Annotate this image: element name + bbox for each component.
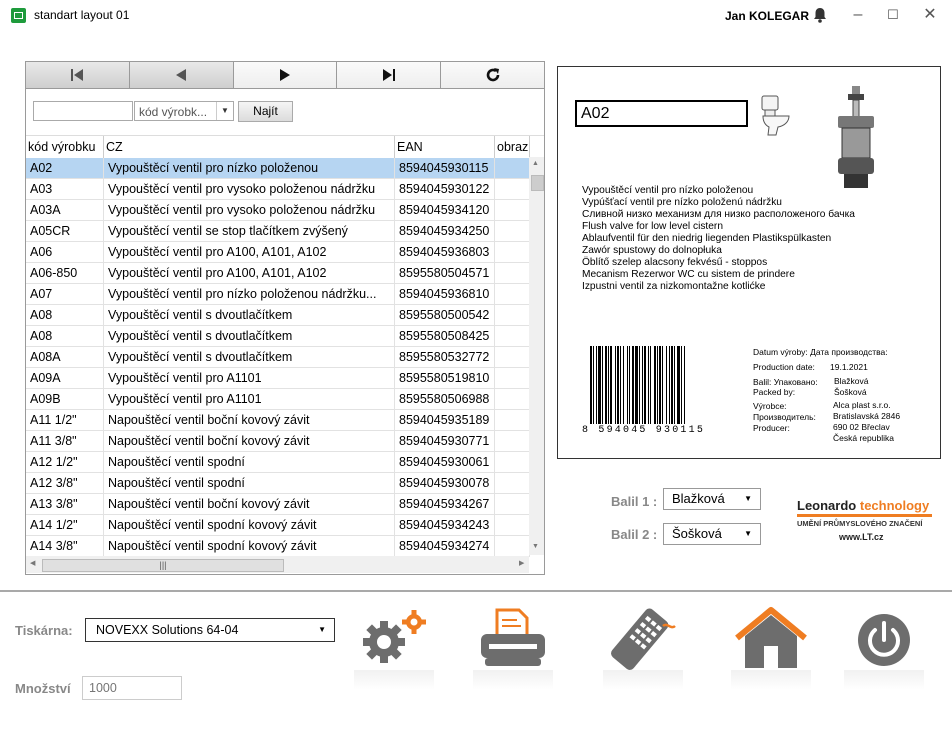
cell-image (495, 515, 530, 535)
cell-ean: 8594045936803 (395, 242, 495, 262)
table-row[interactable] (26, 431, 530, 452)
cell-cz: Vypouštěcí ventil pro A100, A101, A102 (104, 242, 395, 262)
cell-ean: 8594045934250 (395, 221, 495, 241)
cell-ean: 8595580506988 (395, 389, 495, 409)
cell-ean: 8595580504571 (395, 263, 495, 283)
balil2-label: Balil 2 : (611, 527, 658, 542)
label-product-code: A02 (575, 100, 748, 127)
quantity-input[interactable] (82, 676, 182, 700)
cell-code: A12 1/2" (26, 452, 104, 472)
logo-word-1: Leonardo (797, 498, 857, 513)
cell-image (495, 452, 530, 472)
vertical-scrollbar[interactable] (529, 157, 544, 555)
window-title: standart layout 01 (34, 8, 130, 22)
table-row[interactable] (26, 242, 530, 263)
quantity-label: Množství (15, 681, 71, 696)
cell-image (495, 284, 530, 304)
cell-image (495, 179, 530, 199)
minimize-button[interactable]: – (853, 6, 863, 23)
column-header-code[interactable]: kód výrobku (26, 136, 104, 158)
barcode-bar (669, 346, 670, 424)
cell-ean: 8594045930078 (395, 473, 495, 493)
cell-cz: Napouštěcí ventil boční kovový závit (104, 431, 395, 451)
label-description: Ablaufventil für den niedrig liegenden Plastikspülkasten (582, 233, 832, 244)
production-date-label: Production date: (753, 362, 815, 372)
cell-code: A09B (26, 389, 104, 409)
cell-cz: Vypouštěcí ventil s dvoutlačítkem (104, 326, 395, 346)
barcode-bar (684, 346, 685, 424)
chevron-down-icon: ▼ (744, 529, 752, 538)
producer-address: 690 02 Břeclav (833, 422, 890, 432)
cell-ean: 8594045934267 (395, 494, 495, 514)
cell-ean: 8594045930771 (395, 431, 495, 451)
search-button[interactable]: Najít (238, 101, 293, 122)
skip-last-icon (382, 68, 396, 82)
cell-code: A14 3/8" (26, 536, 104, 556)
flush-valve-icon (834, 86, 878, 195)
printer-select[interactable] (85, 618, 335, 642)
cell-image (495, 221, 530, 241)
skip-first-icon (70, 68, 84, 82)
cell-cz: Vypouštěcí ventil pro vysoko položenou nádržku (104, 200, 395, 220)
barcode-bar (627, 346, 628, 424)
column-header-ean[interactable]: EAN (395, 136, 495, 158)
logo-word-2: technology (859, 498, 930, 513)
cell-code: A07 (26, 284, 104, 304)
barcode-bar (657, 346, 658, 424)
cell-code: A08A (26, 347, 104, 367)
barcode-text: 8 594045 930115 (582, 425, 706, 436)
logo-url: www.LT.cz (839, 532, 884, 542)
scroll-right-icon[interactable]: ▶ (519, 560, 525, 567)
balil2-select[interactable] (663, 523, 761, 545)
print-button[interactable] (473, 606, 553, 690)
barcode-bar (642, 346, 643, 424)
cell-ean: 8595580500542 (395, 305, 495, 325)
packed-label: Packed by: (753, 387, 796, 397)
printer-value: NOVEXX Solutions 64-04 (96, 623, 239, 637)
cell-image (495, 200, 530, 220)
next-record-button[interactable] (234, 62, 338, 88)
horizontal-scroll-thumb[interactable]: ||| (42, 559, 284, 572)
toilet-icon (758, 94, 794, 143)
barcode-bar (662, 346, 663, 424)
barcode-bar (671, 346, 673, 424)
cell-cz: Napouštěcí ventil boční kovový závit (104, 410, 395, 430)
label-description: Öblítő szelep alacsony fekvésű - stoppos (582, 257, 768, 268)
divider (0, 590, 952, 592)
cell-cz: Napouštěcí ventil boční kovový závit (104, 494, 395, 514)
balil2-value: Šošková (672, 526, 722, 541)
barcode-bar (650, 346, 651, 424)
barcode-bar (666, 346, 667, 424)
app-icon (11, 8, 26, 23)
production-date: 19.1.2021 (830, 362, 868, 372)
cell-cz: Vypouštěcí ventil pro vysoko položenou nádržku (104, 179, 395, 199)
cell-ean: 8594045934243 (395, 515, 495, 535)
table-row[interactable] (26, 368, 530, 389)
title-bar (0, 0, 952, 32)
cell-image (495, 494, 530, 514)
cell-code: A13 3/8" (26, 494, 104, 514)
barcode (588, 346, 728, 429)
table-row[interactable] (26, 389, 530, 410)
cell-code: A03A (26, 200, 104, 220)
cell-ean: 8595580519810 (395, 368, 495, 388)
table-row[interactable] (26, 305, 530, 326)
cell-ean: 8594045934120 (395, 200, 495, 220)
cell-image (495, 389, 530, 409)
maximize-button[interactable]: ☐ (887, 7, 899, 22)
cell-code: A14 1/2" (26, 515, 104, 535)
barcode-bar (598, 346, 601, 424)
scroll-up-icon[interactable]: ▲ (532, 160, 539, 167)
refresh-button[interactable] (441, 62, 544, 88)
cell-cz: Napouštěcí ventil spodní kovový závit (104, 536, 395, 556)
table-row[interactable] (26, 452, 530, 473)
cell-code: A11 3/8" (26, 431, 104, 451)
cell-ean: 8595580508425 (395, 326, 495, 346)
cell-image (495, 347, 530, 367)
cell-code: A09A (26, 368, 104, 388)
gears-icon (354, 606, 434, 670)
cell-image (495, 305, 530, 325)
producer-label: Производитель: (753, 412, 816, 422)
cell-image (495, 431, 530, 451)
balil1-label: Balil 1 : (611, 494, 658, 509)
table-row[interactable] (26, 536, 530, 557)
cell-code: A12 3/8" (26, 473, 104, 493)
reflection (603, 670, 683, 690)
barcode-bar (674, 346, 675, 424)
cell-ean: 8594045930115 (395, 158, 495, 178)
barcode-bar (605, 346, 607, 424)
cell-ean: 8594045936810 (395, 284, 495, 304)
cell-image (495, 326, 530, 346)
barcode-bar (596, 346, 597, 424)
cell-image (495, 368, 530, 388)
cell-image (495, 263, 530, 283)
label-description: Izpustni ventil za nizkomontažne kotlićke (582, 281, 766, 292)
cell-code: A06-850 (26, 263, 104, 283)
power-button[interactable] (844, 606, 924, 690)
close-button[interactable]: ✕ (923, 6, 937, 23)
cell-cz: Napouštěcí ventil spodní (104, 452, 395, 472)
home-icon (731, 606, 811, 670)
cell-cz: Vypouštěcí ventil pro nízko položenou (104, 158, 395, 178)
barcode-bar (617, 346, 619, 424)
play-right-icon (278, 68, 292, 82)
search-field-value: kód výrobk... (139, 105, 208, 119)
producer-address: Česká republika (833, 433, 894, 443)
cell-cz: Napouštěcí ventil spodní kovový závit (104, 515, 395, 535)
scroll-down-icon[interactable]: ▼ (532, 543, 539, 550)
producer-label: Výrobce: (753, 401, 787, 411)
play-left-icon (174, 68, 188, 82)
table-row[interactable] (26, 494, 530, 515)
power-icon (844, 606, 924, 670)
chevron-down-icon: ▼ (318, 625, 326, 634)
production-label: Datum výroby: Дата производства: (753, 347, 888, 357)
remote-control-icon (603, 606, 683, 670)
producer-address: Bratislavská 2846 (833, 411, 901, 421)
cell-image (495, 158, 530, 178)
label-description: Vypúšťací ventil pre nízko položenú nádržku (582, 197, 782, 208)
label-description: Vypouštěcí ventil pro nízko položenou (582, 185, 754, 196)
cell-cz: Vypouštěcí ventil pro A100, A101, A102 (104, 263, 395, 283)
cell-code: A03 (26, 179, 104, 199)
label-description: Mecanism Rezerwor WC cu sistem de prindere (582, 269, 795, 280)
barcode-bar (639, 346, 640, 424)
barcode-bar (623, 346, 624, 424)
table-row[interactable] (26, 158, 530, 179)
column-header-image[interactable]: obraz (495, 136, 530, 158)
cell-ean: 8594045930061 (395, 452, 495, 472)
previous-record-button[interactable] (130, 62, 234, 88)
last-record-button[interactable] (337, 62, 441, 88)
barcode-bar (632, 346, 634, 424)
cell-cz: Napouštěcí ventil spodní (104, 473, 395, 493)
search-field-select[interactable] (134, 101, 234, 121)
barcode-bar (644, 346, 646, 424)
cell-image (495, 536, 530, 556)
table-row[interactable] (26, 347, 530, 368)
barcode-bar (681, 346, 682, 424)
barcode-bar (593, 346, 594, 424)
label-description: Flush valve for low level cistern (582, 221, 723, 232)
reflection (473, 670, 553, 690)
cell-code: A08 (26, 305, 104, 325)
settings-button[interactable] (354, 606, 434, 690)
packed-label: Balil: Упаковано: (753, 377, 818, 387)
barcode-bar (654, 346, 656, 424)
producer-address: Alca plast s.r.o. (833, 400, 891, 410)
barcode-bar (635, 346, 638, 424)
column-header-cz[interactable]: CZ (104, 136, 395, 158)
cell-code: A08 (26, 326, 104, 346)
table-row[interactable] (26, 410, 530, 431)
table-row[interactable] (26, 200, 530, 221)
scroll-left-icon[interactable]: ◀ (30, 560, 36, 567)
barcode-bar (615, 346, 616, 424)
cell-code: A11 1/2" (26, 410, 104, 430)
refresh-icon (484, 66, 502, 84)
packed-by: Blažková (834, 376, 869, 386)
producer-label: Producer: (753, 423, 790, 433)
table-row[interactable] (26, 179, 530, 200)
table-row[interactable] (26, 221, 530, 242)
packed-by: Šošková (834, 387, 867, 397)
chevron-down-icon: ▼ (744, 494, 752, 503)
cell-code: A02 (26, 158, 104, 178)
search-input[interactable] (33, 101, 133, 121)
barcode-bar (659, 346, 661, 424)
cell-cz: Vypouštěcí ventil pro A1101 (104, 368, 395, 388)
reflection (731, 670, 811, 690)
barcode-bar (677, 346, 680, 424)
leonardo-technology-logo (797, 498, 937, 550)
cell-cz: Vypouštěcí ventil se stop tlačítkem zvýšený (104, 221, 395, 241)
balil1-select[interactable] (663, 488, 761, 510)
barcode-bar (620, 346, 621, 424)
balil1-value: Blažková (672, 491, 725, 506)
cell-image (495, 473, 530, 493)
cell-cz: Vypouštěcí ventil s dvoutlačítkem (104, 347, 395, 367)
table-row[interactable] (26, 515, 530, 536)
label-description: Сливной низко механизм для низко расположеного бачка (582, 209, 855, 220)
cell-ean: 8594045930122 (395, 179, 495, 199)
cell-ean: 8594045935189 (395, 410, 495, 430)
bell-icon[interactable] (811, 6, 829, 27)
cell-code: A05CR (26, 221, 104, 241)
cell-ean: 8594045934274 (395, 536, 495, 556)
cell-cz: Vypouštěcí ventil pro A1101 (104, 389, 395, 409)
cell-ean: 8595580532772 (395, 347, 495, 367)
record-navigation-toolbar (25, 61, 545, 89)
chevron-down-icon: ▼ (216, 102, 233, 120)
barcode-bar (610, 346, 612, 424)
printer-icon (473, 606, 553, 670)
user-name: Jan KOLEGAR (725, 9, 810, 23)
cell-cz: Vypouštěcí ventil s dvoutlačítkem (104, 305, 395, 325)
barcode-bar (608, 346, 609, 424)
barcode-bar (602, 346, 603, 424)
remote-control-button[interactable] (603, 606, 683, 690)
table-header (26, 135, 544, 159)
cell-image (495, 242, 530, 262)
logo-tagline: UMĚNÍ PRŮMYSLOVÉHO ZNAČENÍ (797, 519, 923, 528)
barcode-bar (590, 346, 592, 424)
printer-label: Tiskárna: (15, 623, 73, 638)
table-row[interactable] (26, 326, 530, 347)
cell-cz: Vypouštěcí ventil pro nízko položenou nádržku... (104, 284, 395, 304)
home-button[interactable] (731, 606, 811, 690)
barcode-bar (629, 346, 630, 424)
first-record-button[interactable] (26, 62, 130, 88)
label-description: Zawór spustowy do dolnopłuka (582, 245, 722, 256)
cell-image (495, 410, 530, 430)
reflection (844, 670, 924, 690)
reflection (354, 670, 434, 690)
vertical-scroll-thumb[interactable] (531, 175, 544, 191)
barcode-bar (648, 346, 649, 424)
table-row[interactable] (26, 284, 530, 305)
cell-code: A06 (26, 242, 104, 262)
table-row[interactable] (26, 473, 530, 494)
table-row[interactable] (26, 263, 530, 284)
